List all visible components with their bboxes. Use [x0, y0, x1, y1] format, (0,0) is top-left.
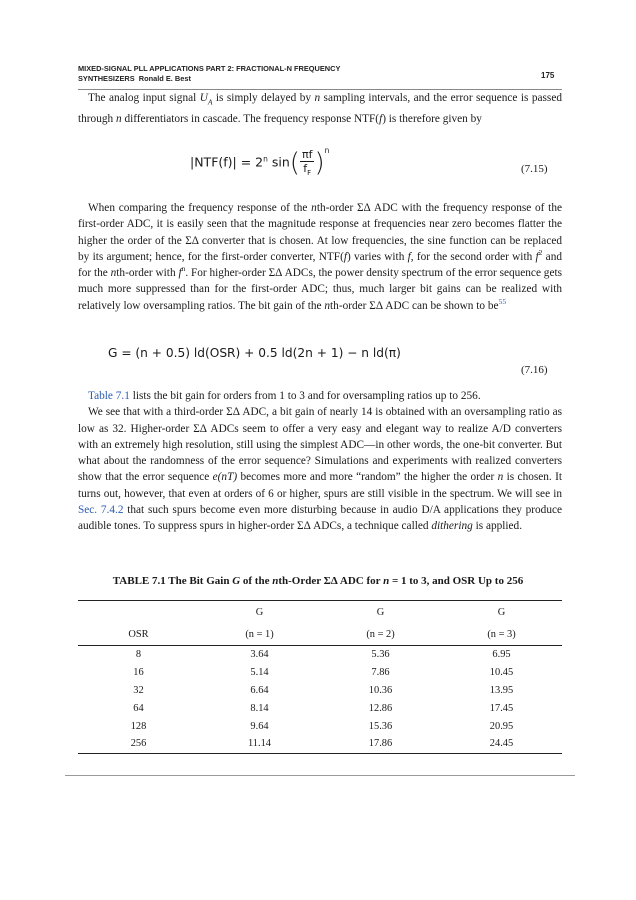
text: is applied. [472, 520, 523, 533]
right-paren: ) [314, 148, 325, 178]
var-n: n [497, 471, 504, 484]
paragraph-2 [78, 200, 562, 314]
header-n1: (n = 1) [245, 628, 274, 640]
table-row [78, 682, 562, 700]
table-header-row-2 [78, 623, 562, 646]
cell-g3: 6.95 [492, 649, 511, 661]
cell-g2: 17.86 [368, 738, 393, 750]
table-row [78, 646, 562, 664]
header-n3: (n = 3) [487, 628, 516, 640]
text: becomes more and more “random” the higher the order [237, 471, 498, 484]
header-g-3: G [497, 606, 506, 618]
cell-g1: 5.14 [250, 667, 269, 679]
reference-55[interactable]: 55 [498, 297, 507, 307]
page-number: 175 [541, 71, 555, 80]
var-n: n [311, 202, 317, 214]
var-f: f [535, 250, 539, 263]
table-7-1-link[interactable]: Table 7.1 [88, 390, 130, 402]
header-author: Ronald E. Best [138, 73, 191, 83]
header-empty [78, 601, 199, 624]
text: th-order ΣΔ ADC with the frequency response of the first-order ADC, it is easily seen that the magnitude response at frequencies near zero becomes flatter the higher the order of the ΣΔ converter that is chosen. At low frequencies, the sine function can be replaced by its argument; hence, for the first-order converter, NTF( [78, 202, 562, 263]
text: sampling intervals, and the error sequence is passed through [78, 92, 562, 125]
var-f: f [407, 250, 411, 263]
equation-number-7-15: (7.15) [521, 163, 548, 175]
var-n: n [115, 112, 122, 125]
cell-osr: 32 [133, 684, 144, 696]
text: th-order ΣΔ ADC can be shown to be [330, 299, 499, 312]
text: = 1 to 3, and OSR Up to 256 [389, 575, 524, 587]
running-header [78, 64, 478, 83]
equation-number-7-16: (7.16) [521, 364, 548, 376]
cell-osr: 16 [133, 667, 144, 679]
paragraph-3 [78, 388, 562, 535]
text: The analog input signal [88, 92, 200, 104]
table-row [78, 699, 562, 717]
table-row [78, 717, 562, 735]
text: . For higher-order ΣΔ ADCs, the power density spectrum of the error sequence gets much more suppressed than for the first-order ADC; thus, much larger bit gains can be realized with relatively low oversampling ratios. The bit gain of the [78, 267, 562, 312]
text: and for the [78, 250, 562, 280]
cell-g3: 13.95 [489, 684, 514, 696]
cell-g1: 6.64 [250, 684, 269, 696]
header-n2: (n = 2) [366, 628, 395, 640]
cell-g3: 17.45 [489, 702, 514, 714]
var-g: G [232, 575, 241, 587]
header-g-1: G [255, 606, 264, 618]
var-u-sub: A [207, 97, 213, 107]
table-row [78, 664, 562, 682]
term-dithering: dithering [431, 520, 473, 533]
var-ent: e(nT) [212, 471, 238, 484]
table-header-row-1 [78, 601, 562, 624]
eq-sin: sin [267, 154, 290, 170]
paragraph-1 [78, 90, 562, 127]
cell-g1: 11.14 [248, 738, 271, 750]
table-title [0, 575, 636, 587]
cell-g1: 9.64 [250, 720, 269, 732]
header-title-line2: SYNTHESIZERS [78, 73, 135, 83]
cell-osr: 128 [130, 720, 147, 732]
eq-exp: n [263, 154, 268, 164]
exp-n: n [181, 264, 186, 274]
table-row [78, 735, 562, 753]
cell-g1: 3.64 [250, 649, 269, 661]
section-7-4-2-link[interactable]: Sec. 7.4.2 [78, 504, 124, 517]
text: TABLE 7.1 The Bit Gain [112, 575, 233, 587]
frac-den-sub: F [307, 169, 312, 178]
var-n: n [314, 92, 321, 104]
text: lists the bit gain for orders from 1 to 3 and for oversampling ratios up to 256. [129, 390, 481, 402]
header-g-2: G [376, 606, 385, 618]
text: differentiators in cascade. The frequency response NTF( [121, 112, 380, 125]
eq-power: n [324, 146, 330, 156]
var-n: n [324, 299, 331, 312]
left-paren: ( [289, 148, 300, 178]
var-f: f [343, 250, 347, 263]
cell-g3: 20.95 [489, 720, 514, 732]
text: that such spurs become even more disturbing because in audio D/A applications they produce audible tones. To suppress spurs in higher-order ΣΔ ADCs, a technique called [78, 504, 562, 533]
cell-g2: 10.36 [368, 684, 393, 696]
header-title-line1: MIXED-SIGNAL PLL APPLICATIONS PART 2: FRACTIONAL-N FREQUENCY [78, 64, 341, 73]
text: of the [240, 575, 273, 587]
cell-g1: 8.14 [250, 702, 269, 714]
cell-osr: 64 [133, 702, 144, 714]
cell-g2: 5.36 [371, 649, 390, 661]
text: We see that with a third-order ΣΔ ADC, a bit gain of nearly 14 is obtained with an oversampling ratio as low as 32. Higher-order ΣΔ ADCs seem to offer a very easy and elegant way to realize A/D converters with an extremely high resolution, still using the simplest ADC—in other words, the one-bit converter. But what about the randomness of the error sequence? Simulations and experiments with realized converters show that the error sequence [78, 406, 562, 484]
cell-osr: 8 [135, 649, 142, 661]
frac-den: f [303, 162, 308, 176]
cell-g2: 15.36 [368, 720, 393, 732]
header-osr: OSR [128, 628, 149, 640]
text: is chosen. It turns out, however, that even at orders of 6 or higher, spurs are still visible in the spectrum. We will see in [78, 471, 562, 500]
text: ) is therefore given by [382, 112, 482, 125]
equation-7-16: G = (n + 0.5) ld(OSR) + 0.5 ld(2n + 1) − n ld(π) [108, 346, 401, 360]
text: When comparing the frequency response of the [88, 202, 312, 214]
var-n: n [272, 575, 279, 587]
text: th-Order ΣΔ ADC for [278, 575, 384, 587]
var-n: n [383, 575, 390, 587]
var-f: f [379, 112, 383, 125]
cell-g3: 10.45 [489, 667, 514, 679]
cell-g2: 7.86 [371, 667, 390, 679]
text: is simply delayed by [212, 92, 315, 104]
cell-g2: 12.86 [368, 702, 393, 714]
var-u: U [199, 92, 208, 104]
frac-num: πf [301, 148, 313, 162]
footer-rule [65, 775, 575, 776]
text: th-order with [116, 267, 179, 280]
table-body [78, 646, 562, 754]
eq-lhs: |NTF(f)| = 2 [190, 154, 264, 170]
exp-2: 2 [538, 248, 543, 258]
text: , for the second order with [410, 250, 536, 263]
equation-7-15 [190, 148, 329, 178]
var-n: n [110, 267, 117, 280]
fraction [300, 148, 315, 177]
bit-gain-table [78, 600, 562, 754]
cell-osr: 256 [130, 738, 147, 750]
text: ) varies with [346, 250, 408, 263]
var-f: f [178, 267, 182, 280]
cell-g3: 24.45 [489, 738, 514, 750]
